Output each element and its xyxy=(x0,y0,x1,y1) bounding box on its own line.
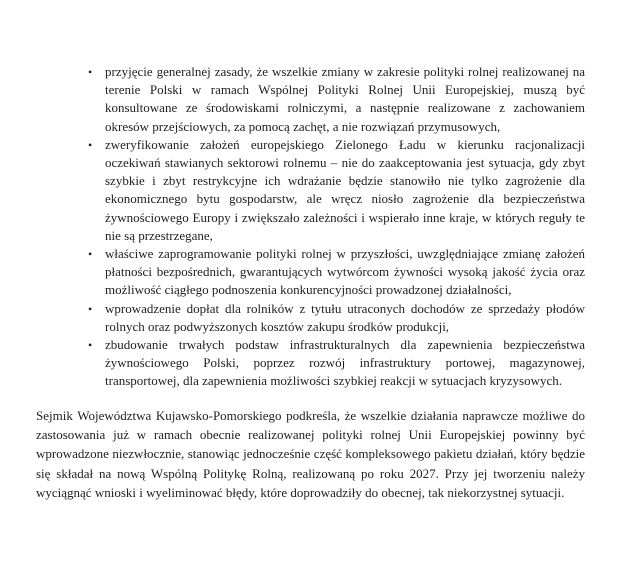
bullet-icon: • xyxy=(88,137,93,152)
list-item-text: zweryfikowanie założeń europejskiego Zielonego Ładu w kierunku racjonalizacji oczekiwań stawianych sektorowi rolnemu – nie do zaakceptowania jest sytuacja, gdy zbyt szybkie i zbyt restrykcyjne ich wdrażanie będzie stanowiło nie tylko zagrożenie dla ekonomicznego bytu gospodarstw, ale wręcz niosło zagrożenie dla bezpieczeństwa żywnościowego Europy i zwiększało zależności i wspierało inne kraje, w których reguły te nie są przestrzegane, xyxy=(105,136,585,243)
bullet-icon: • xyxy=(88,301,93,316)
list-item-text: właściwe zaprogramowanie polityki rolnej w przyszłości, uwzględniające zmianę założeń płatności bezpośrednich, gwarantujących wytwórcom żywności wysoką jakość życia oraz możliwość ciągłego podnoszenia konkurencyjności prowadzonej działalności, xyxy=(105,246,585,298)
bullet-list xyxy=(87,63,585,391)
bullet-icon: • xyxy=(88,247,93,262)
list-item xyxy=(87,300,585,336)
list-item xyxy=(87,336,585,391)
list-item xyxy=(87,63,585,136)
bullet-icon: • xyxy=(88,338,93,353)
bullet-icon: • xyxy=(88,65,93,79)
list-item-text: zbudowanie trwałych podstaw infrastrukturalnych dla zapewnienia bezpieczeństwa żywnościowego Polski, poprzez rozwój infrastruktury portowej, magazynowej, transportowej, dla zapewnienia możliwości szybkiej reakcji w sytuacjach kryzysowych. xyxy=(105,337,585,389)
list-item-text: przyjęcie generalnej zasady, że wszelkie zmiany w zakresie polityki rolnej realizowanej na terenie Polski w ramach Wspólnej Polityki Rolnej Unii Europejskiej, muszą być konsultowane ze środowiskami rolniczymi, a następnie realizowane z zachowaniem okresów przejściowych, za pomocą zachęt, a nie rozwiązań przymusowych, xyxy=(105,64,585,134)
closing-paragraph: Sejmik Województwa Kujawsko-Pomorskiego podkreśla, że wszelkie działania naprawcze możliwe do zastosowania już w ramach obecnie realizowanej polityki rolnej Unii Europejskiej powinny być wprowadzone niezwłocznie, stanowiąc jednocześnie część kompleksowego pakietu działań, który będzie się składał na nową Wspólną Politykę Rolną, realizowaną po roku 2027. Przy jej tworzeniu należy wyciągnąć wnioski i wyeliminować błędy, które doprowadziły do obecnej, tak niekorzystnej sytuacji. xyxy=(36,407,585,501)
list-item xyxy=(87,245,585,300)
list-item xyxy=(87,136,585,245)
list-item-text: wprowadzenie dopłat dla rolników z tytułu utraconych dochodów ze sprzedaży płodów rolnych oraz podwyższonych kosztów zakupu środków produkcji, xyxy=(105,300,585,334)
